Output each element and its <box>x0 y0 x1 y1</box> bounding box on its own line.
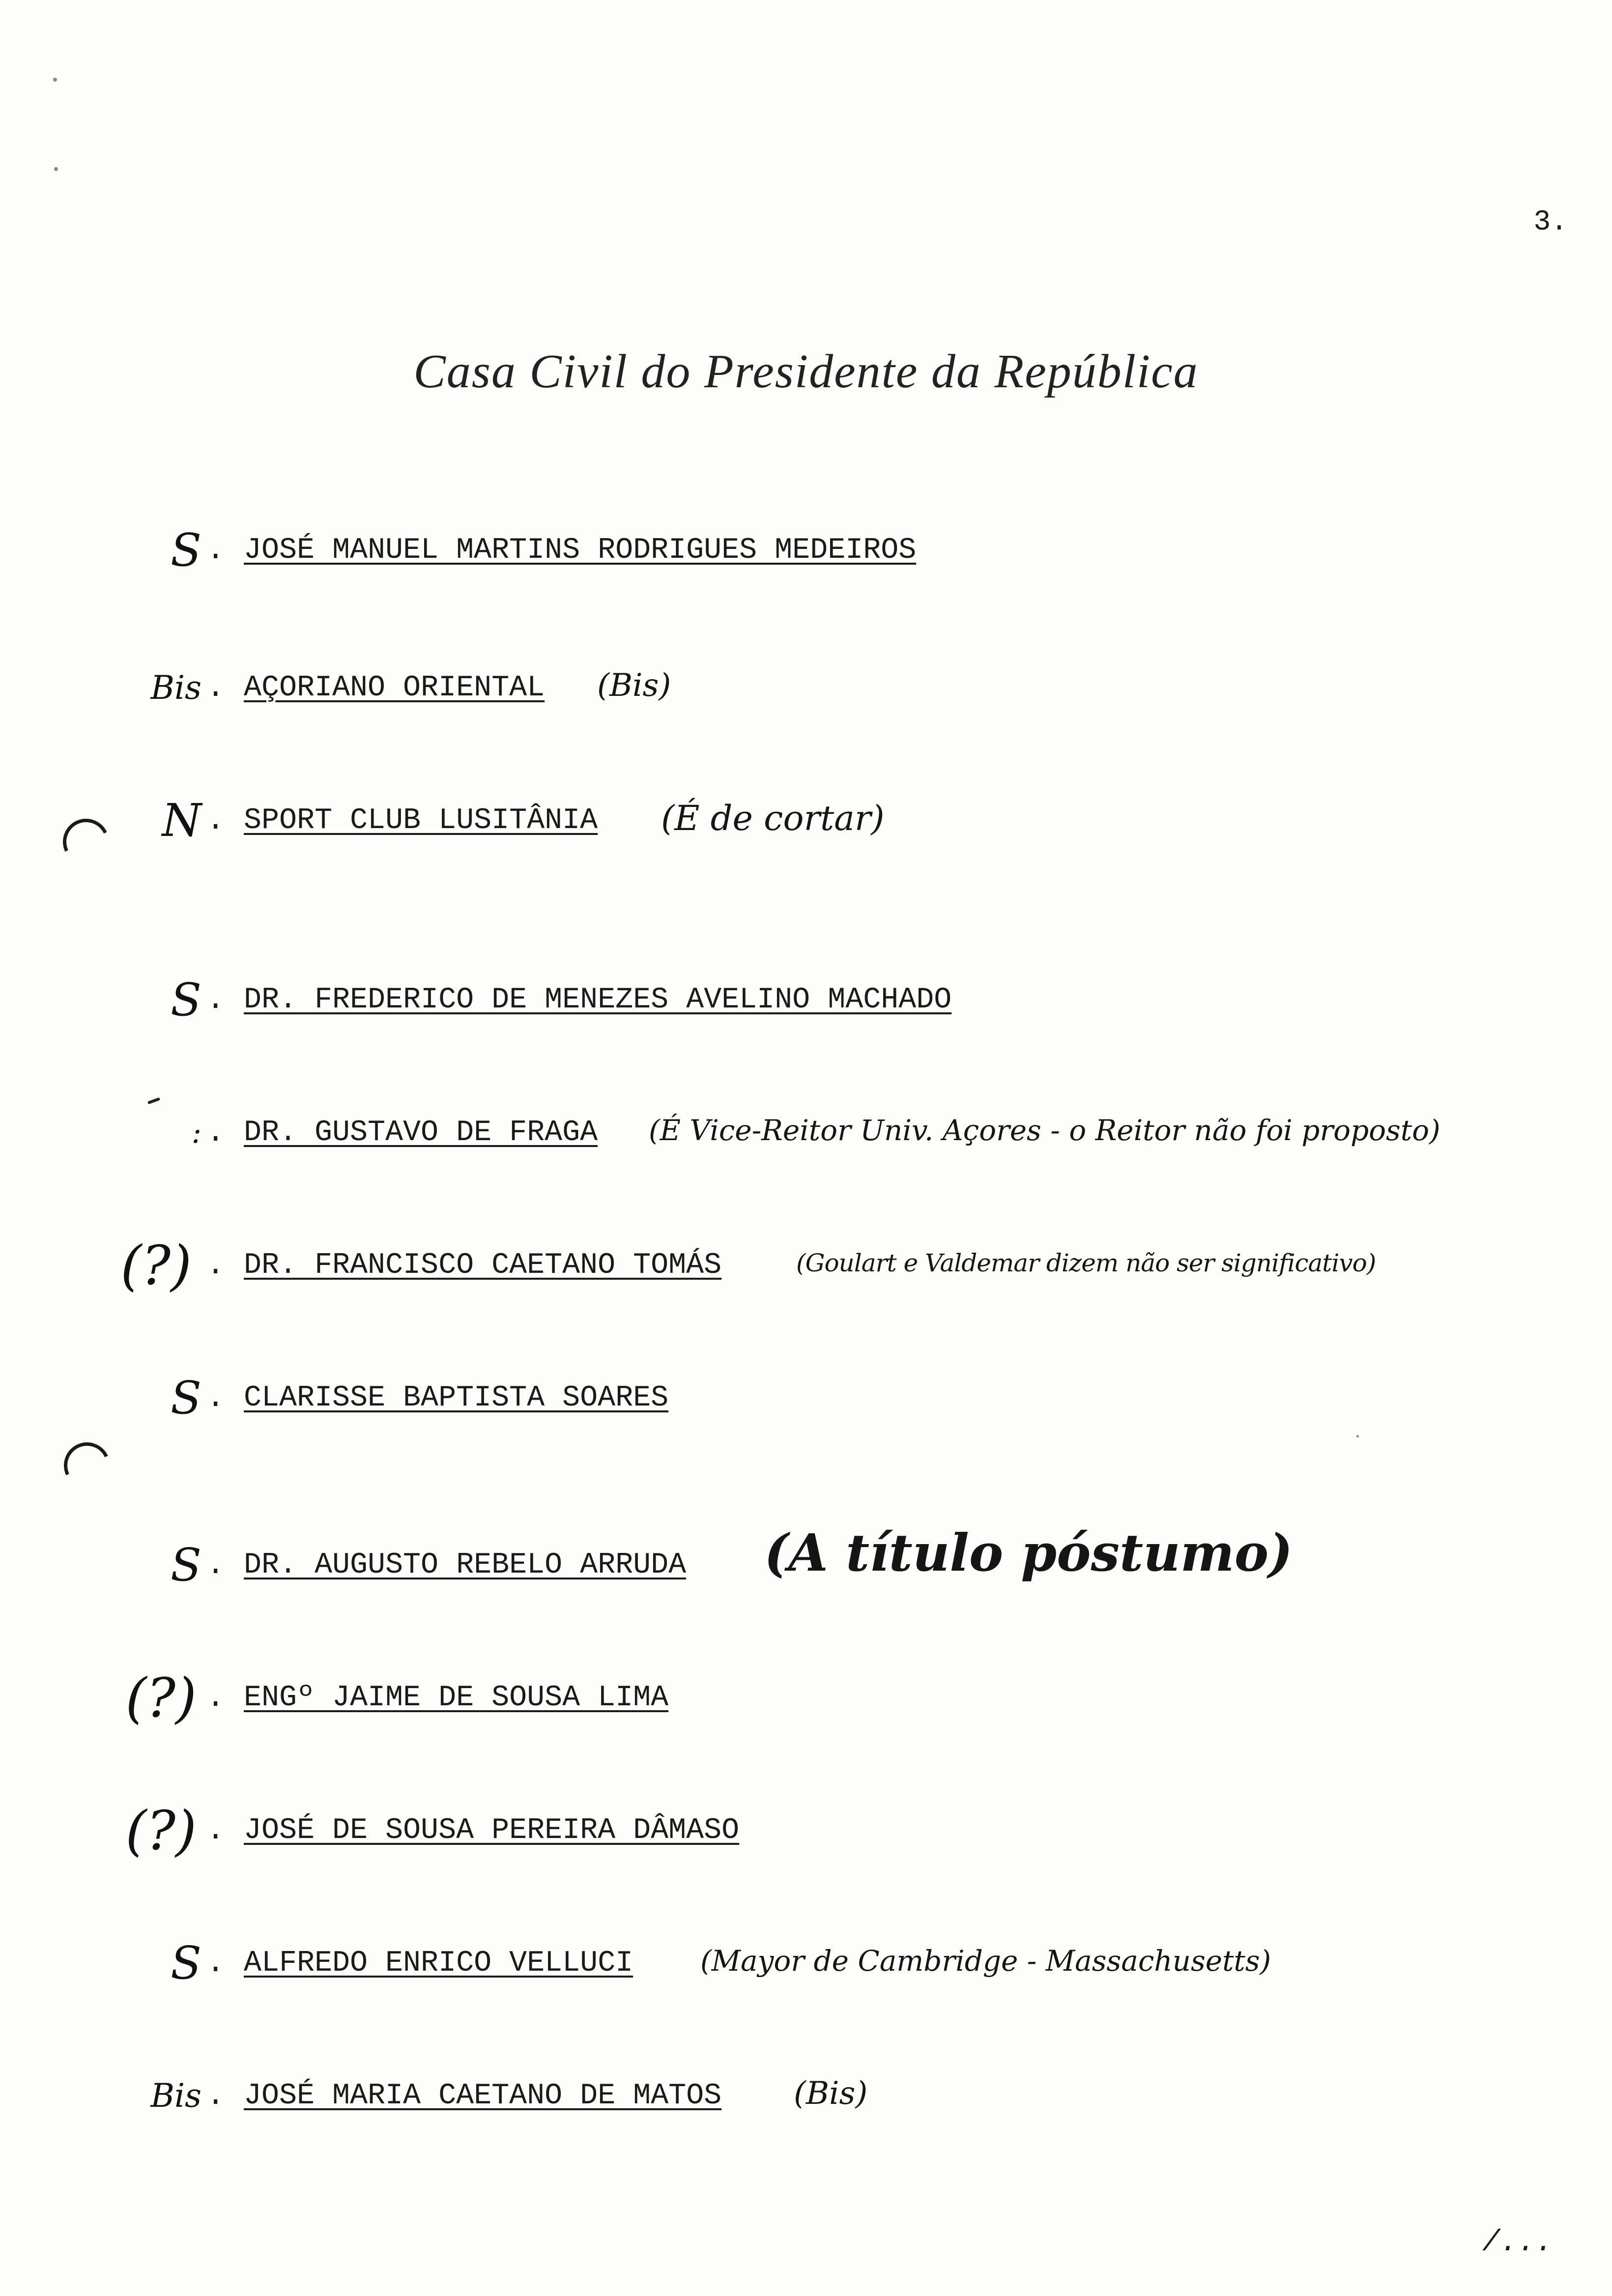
honoree-name: JOSÉ MANUEL MARTINS RODRIGUES MEDEIROS <box>244 534 917 567</box>
handwritten-note: (Bis) <box>597 667 671 704</box>
honoree-name: CLARISSE BAPTISTA SOARES <box>244 1381 669 1415</box>
handwritten-note: (É Vice-Reitor Univ. Açores - o Reitor não foi proposto) <box>649 1114 1440 1147</box>
list-item <box>0 1369 1612 1437</box>
list-item <box>0 2066 1612 2135</box>
bullet: . <box>206 1680 225 1715</box>
list-item <box>0 1668 1612 1737</box>
letterhead: Casa Civil do Presidente da República <box>413 345 1199 398</box>
scan-speck <box>53 78 57 82</box>
list-item <box>0 971 1612 1039</box>
bullet: . <box>206 1115 225 1150</box>
handwritten-mark: S <box>170 1937 202 1989</box>
list-item <box>0 1236 1612 1305</box>
continuation-mark: /... <box>1482 2226 1553 2260</box>
honoree-name: AÇORIANO ORIENTAL <box>244 671 545 705</box>
scan-speck <box>1356 1435 1359 1437</box>
honoree-name: ENGº JAIME DE SOUSA LIMA <box>244 1681 669 1715</box>
honoree-name: JOSÉ DE SOUSA PEREIRA DÂMASO <box>244 1814 740 1847</box>
handwritten-mark: (?) <box>120 1234 192 1297</box>
bullet: . <box>206 2078 225 2113</box>
handwritten-mark: S <box>170 1539 202 1591</box>
handwritten-mark: Bis <box>150 2077 202 2115</box>
honoree-name: DR. AUGUSTO REBELO ARRUDA <box>244 1549 687 1582</box>
honoree-name: DR. GUSTAVO DE FRAGA <box>244 1116 598 1149</box>
page-number: 3. <box>1533 206 1568 238</box>
bullet: . <box>206 1946 225 1980</box>
handwritten-note: (Mayor de Cambridge - Massachusetts) <box>700 1944 1271 1978</box>
honoree-name: JOSÉ MARIA CAETANO DE MATOS <box>244 2079 722 2113</box>
bullet: . <box>206 1813 225 1848</box>
honoree-name: ALFREDO ENRICO VELLUCI <box>244 1947 633 1980</box>
handwritten-note: (Goulart e Valdemar dizem não ser significativo) <box>796 1249 1376 1277</box>
bullet: . <box>206 982 225 1017</box>
bullet: . <box>206 670 225 705</box>
handwritten-note: (Bis) <box>794 2075 868 2112</box>
bullet: . <box>206 1248 225 1283</box>
honoree-name: SPORT CLUB LUSITÂNIA <box>244 804 598 837</box>
handwritten-mark: S <box>170 1372 202 1424</box>
handwritten-mark: Bis <box>150 669 202 707</box>
handwritten-note: (É de cortar) <box>661 798 885 838</box>
bullet: . <box>206 1380 225 1415</box>
list-item <box>0 521 1612 590</box>
list-item <box>0 1934 1612 2003</box>
bullet: . <box>206 533 225 568</box>
handwritten-mark: (?) <box>125 1666 197 1729</box>
handwritten-mark: S <box>170 524 202 576</box>
handwritten-mark: : <box>191 1116 202 1150</box>
handwritten-mark: N <box>162 794 202 847</box>
bullet: . <box>206 1548 225 1582</box>
handwritten-mark: S <box>170 974 202 1026</box>
list-item <box>0 659 1612 727</box>
honoree-name: DR. FRANCISCO CAETANO TOMÁS <box>244 1249 722 1282</box>
scan-speck <box>54 167 58 171</box>
list-item <box>0 1103 1612 1172</box>
bullet: . <box>206 803 225 838</box>
handwritten-note: (A título póstumo) <box>764 1522 1293 1583</box>
handwritten-arc <box>58 1436 116 1495</box>
list-item <box>0 1801 1612 1870</box>
honoree-name: DR. FREDERICO DE MENEZES AVELINO MACHADO <box>244 983 952 1017</box>
handwritten-mark: (?) <box>125 1799 197 1862</box>
list-item <box>0 791 1612 860</box>
list-item <box>0 1522 1612 1605</box>
